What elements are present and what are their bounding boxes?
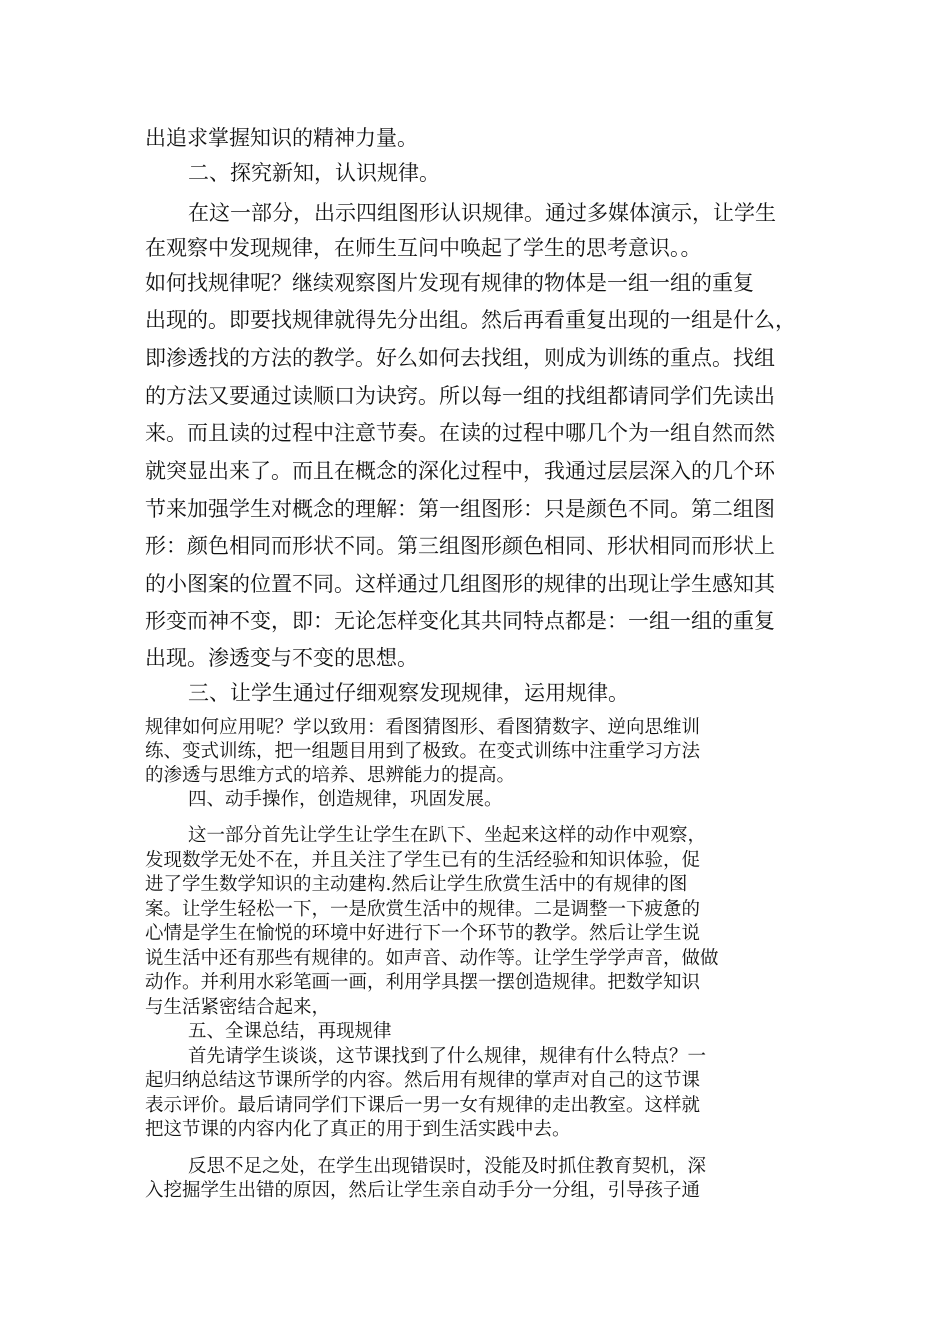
text-line: 案。让学生轻松一下，一是欣赏生活中的规律。二是调整一下疲惫的	[145, 899, 701, 920]
text-line: 进了学生数学知识的主动建构.然后让学生欣赏生活中的有规律的图	[145, 874, 688, 895]
text-line: 如何找规律呢？继续观察图片发现有规律的物体是一组一组的重复	[145, 271, 754, 295]
text-line: 来。而且读的过程中注意节奏。在读的过程中哪几个为一组自然而然	[145, 421, 775, 445]
text-line: 发现数学无处不在，并且关注了学生已有的生活经验和知识体验，促	[145, 850, 701, 871]
text-line: 出现。渗透变与不变的思想。	[145, 646, 418, 670]
text-line: 动作。并利用水彩笔画一画，利用学具摆一摆创造规律。把数学知识	[145, 972, 701, 993]
text-line: 入挖掘学生出错的原因，然后让学生亲自动手分一分组，引导孩子通	[145, 1180, 701, 1201]
text-line: 规律如何应用呢？学以致用：看图猜图形、看图猜数字、逆向思维训	[145, 717, 701, 738]
text-line: 的渗透与思维方式的培养、思辨能力的提高。	[145, 765, 516, 786]
text-line: 练、变式训练，把一组题目用到了极致。在变式训练中注重学习方法	[145, 741, 701, 762]
text-line: 即渗透找的方法的教学。好么如何去找组，则成为训练的重点。找组	[145, 346, 775, 370]
text-line: 出现的。即要找规律就得先分出组。然后再看重复出现的一组是什么，	[145, 308, 796, 332]
text-line: 形变而神不变，即：无论怎样变化其共同特点都是：一组一组的重复	[145, 609, 775, 633]
text-line: 在这一部分，出示四组图形认识规律。通过多媒体演示，让学生	[188, 201, 776, 225]
text-line: 首先请学生谈谈，这节课找到了什么规律，规律有什么特点？一	[188, 1046, 707, 1067]
section-heading: 五、全课总结，再现规律	[188, 1021, 392, 1042]
text-line: 出追求掌握知识的精神力量。	[145, 126, 418, 150]
text-line: 的方法又要通过读顺口为诀窍。所以每一组的找组都请同学们先读出	[145, 384, 775, 408]
text-line: 把这节课的内容内化了真正的用于到生活实践中去。	[145, 1119, 571, 1140]
section-heading: 二、探究新知，认识规律。	[188, 161, 440, 185]
text-line: 说生活中还有那些有规律的。如声音、动作等。让学生学学声音，做做	[145, 948, 719, 969]
text-line: 表示评价。最后请同学们下课后一男一女有规律的走出教室。这样就	[145, 1095, 701, 1116]
text-line: 与生活紧密结合起来，	[145, 997, 331, 1018]
text-line: 就突显出来了。而且在概念的深化过程中，我通过层层深入的几个环	[145, 459, 775, 483]
text-line: 这一部分首先让学生让学生在趴下、坐起来这样的动作中观察，	[188, 825, 707, 846]
text-line: 起归纳总结这节课所学的内容。然后用有规律的掌声对自己的这节课	[145, 1070, 701, 1091]
text-line: 在观察中发现规律，在师生互问中唤起了学生的思考意识。。	[145, 236, 702, 260]
section-heading: 四、动手操作，创造规律，巩固发展。	[188, 789, 503, 810]
text-line: 节来加强学生对概念的理解：第一组图形：只是颜色不同。第二组图	[145, 497, 775, 521]
text-line: 反思不足之处，在学生出现错误时，没能及时抓住教育契机，深	[188, 1156, 707, 1177]
section-heading: 三、让学生通过仔细观察发现规律，运用规律。	[188, 681, 629, 705]
text-line: 形：颜色相同而形状不同。第三组图形颜色相同、形状相同而形状上	[145, 534, 775, 558]
text-line: 的小图案的位置不同。这样通过几组图形的规律的出现让学生感知其	[145, 572, 775, 596]
text-line: 心情是学生在愉悦的环境中好进行下一个环节的教学。然后让学生说	[145, 923, 701, 944]
